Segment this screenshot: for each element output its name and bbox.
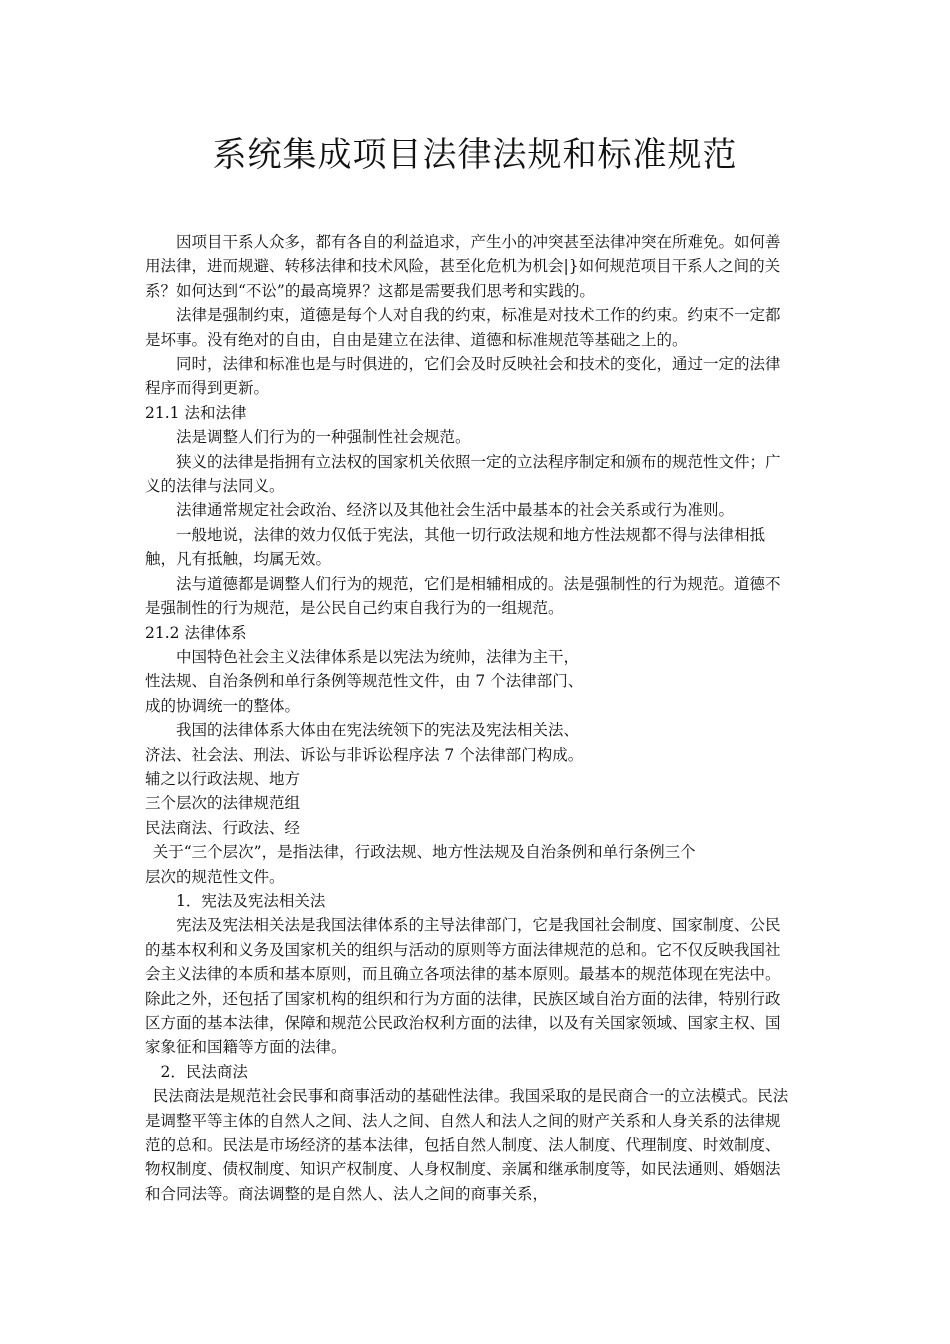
paragraph: 性法规、自治条例和单行条例等规范性文件，由 7 个法律部门、 — [145, 672, 584, 691]
paragraph: 关于“三个层次”，是指法律，行政法规、地方性法规及自治条例和单行条例三个 — [152, 843, 696, 862]
paragraph: 法律通常规定社会政治、经济以及其他社会生活中最基本的社会关系或行为准则。 — [176, 501, 735, 520]
section-heading: 21.1 法和法律 — [145, 403, 247, 422]
paragraph: 民法商法是规范社会民事和商事活动的基础性法律。我国采取的是民商合一的立法模式。民法是调整平等主体的自然人之间、法人之间、自然人和法人之间的财产关系和人身关系的法律规范的总和。民法是市场经济的基本法律，包括自然人制度、法人制度、代理制度、时效制度、物权制度、债权制度、知识产权制度、人身权制度、亲属和继承制度等，如民法通则、婚姻法和合同法等。商法调整的是自然人、法人之间的商事关系， — [145, 1087, 789, 1203]
subsection-heading: 2．民法商法 — [160, 1062, 248, 1081]
paragraph: 法与道德都是调整人们行为的规范，它们是相辅相成的。法是强制性的行为规范。道德不是强制性的行为规范，是公民自己约束自我行为的一组规范。 — [145, 574, 781, 618]
paragraph: 中国特色社会主义法律体系是以宪法为统帅，法律为主干， — [176, 647, 580, 666]
paragraph: 三个层次的法律规范组 — [145, 794, 301, 813]
paragraph: 一般地说，法律的效力仅低于宪法，其他一切行政法规和地方性法规都不得与法律相抵触，凡有抵触，均属无效。 — [145, 525, 766, 569]
paragraph: 我国的法律体系大体由在宪法统领下的宪法及宪法相关法、 — [176, 721, 580, 740]
subsection-heading: 1．宪法及宪法相关法 — [176, 891, 326, 910]
paragraph: 宪法及宪法相关法是我国法律体系的主导法律部门，它是我国社会制度、国家制度、公民的基本权利和义务及国家机关的组织与活动的原则等方面法律规范的总和。它不仅反映我国社会主义法律的本质和基本原则，而且确立各项法律的基本原则。最基本的规范体现在宪法中。除此之外，还包括了国家机构的组织和行为方面的法律，民族区域自治方面的法律，特别行政区方面的基本法律，保障和规范公民政治权利方面的法律，以及有关国家领域、国家主权、国家象征和国籍等方面的法律。 — [145, 916, 781, 1057]
paragraph: 法律是强制约束，道德是每个人对自我的约束，标准是对技术工作的约束。约束不一定都是坏事。没有绝对的自由，自由是建立在法律、道德和标准规范等基础之上的。 — [145, 306, 781, 349]
paragraph: 成的协调统一的整体。 — [145, 696, 301, 715]
paragraph: 狭义的法律是指拥有立法权的国家机关依照一定的立法程序制定和颁布的规范性文件；广义的法律与法同义。 — [145, 452, 781, 496]
paragraph: 民法商法、行政法、经 — [145, 818, 301, 837]
paragraph: 层次的规范性文件。 — [145, 867, 285, 886]
paragraph: 法是调整人们行为的一种强制性社会规范。 — [176, 428, 471, 447]
section-heading: 21.2 法律体系 — [145, 623, 247, 642]
paragraph: 因项目干系人众多，都有各自的利益追求，产生小的冲突甚至法律冲突在所难免。如何善用法律，进而规避、转移法律和技术风险，甚至化危机为机会|}如何规范项目干系人之间的关系？如何达到“不讼”的最高境界？这都是需要我们思考和实践的。 — [145, 233, 781, 300]
paragraph: 辅之以行政法规、地方 — [145, 769, 301, 788]
document-body — [145, 230, 795, 1206]
document-title: 系统集成项目法律法规和标准规范 — [212, 135, 738, 175]
paragraph: 同时，法律和标准也是与时俱进的，它们会及时反映社会和技术的变化，通过一定的法律程序而得到更新。 — [145, 355, 781, 398]
paragraph: 济法、社会法、刑法、诉讼与非诉讼程序法 7 个法律部门构成。 — [145, 745, 584, 764]
